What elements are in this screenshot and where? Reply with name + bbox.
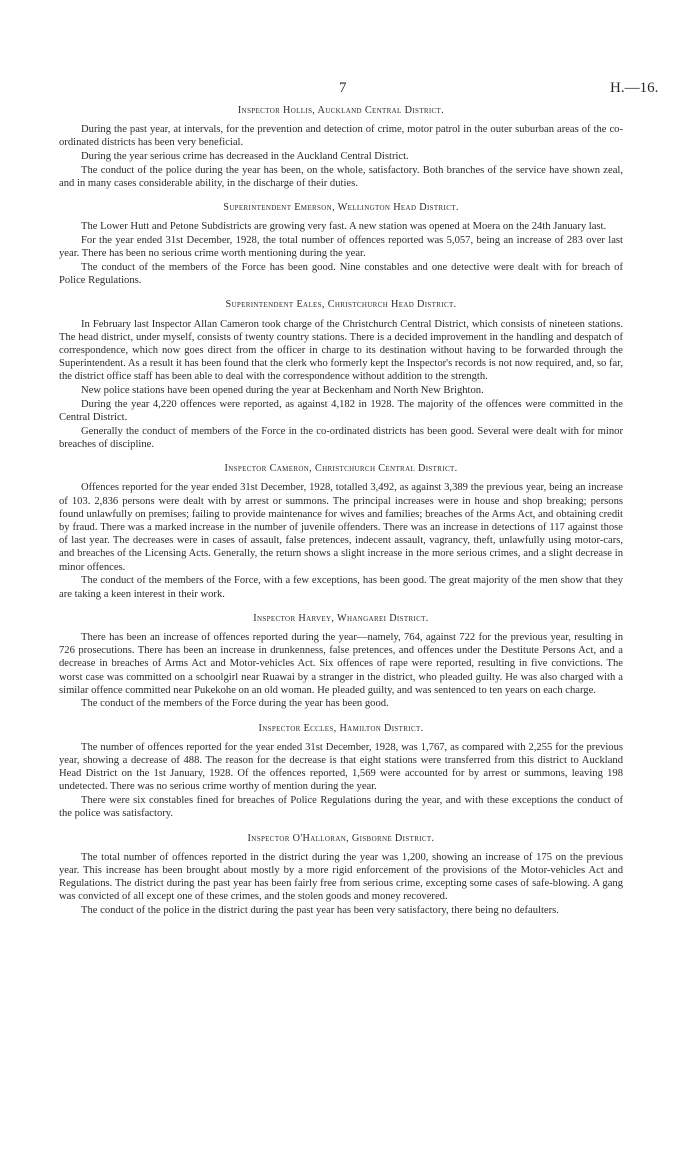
section-heading: Inspector Hollis, Auckland Central District. xyxy=(237,105,445,116)
paragraph: During the year 4,220 offences were reported, as against 4,182 in 1928. The majority of the offences were committed in the Central District. xyxy=(59,398,623,424)
section-heading: Superintendent Eales, Christchurch Head District. xyxy=(225,299,457,311)
section-eccles-hamilton xyxy=(59,722,623,821)
paragraph: There has been an increase of offences reported during the year—namely, 764, against 722 for the previous year, resulting in 726 prosecutions. There has been an increase in drunkenness, false pretences, and offences under the Destitute Persons Act, and a decrease in breaches of Arms Act and Motor-vehicles Act. Six offences of rape were reported, resulting in five convictions. The worst case was committed on a schoolgirl near Ruawai by a stranger in the district, who pleaded guilty. He was also charged with a similar offence committed near Pukekohe on an old woman. He pleaded guilty, and was sentenced to ten years on each charge. xyxy=(59,631,623,696)
section-eales-christchurch-head xyxy=(59,298,623,451)
section-heading: Superintendent Emerson, Wellington Head District. xyxy=(223,202,459,214)
section-cameron-christchurch-central xyxy=(59,462,623,601)
paragraph: Offences reported for the year ended 31st December, 1928, totalled 3,492, as against 3,389 the previous year, being an increase of 103. 2,836 persons were dealt with by arrest or summons. The principal increases were in house and shop breaking; persons found unlawfully on premises; failing to provide maintenance for wives and families; breaches of the Arms Act, and obtaining credit by fraud. There was a marked increase in the number of juvenile offenders. There was an increase in detections of 117 against those of last year. The decreases were in cases of assault, false pretences, indecent assault, vagrancy, theft, unlawfully using motor-cars, and breaches of the Licensing Acts. Generally, the return shows a slight increase in the more serious crimes, and a slight decrease in minor offences. xyxy=(59,482,623,573)
page-number: 7 xyxy=(339,80,347,96)
paragraph: For the year ended 31st December, 1928, the total number of offences reported was 5,057, being an increase of 283 over last year. There has been no serious crime worth mentioning during the year. xyxy=(59,235,623,260)
paragraph: The number of offences reported for the year ended 31st December, 1928, was 1,767, as compared with 2,255 for the previous year, showing a decrease of 488. The reason for the decrease is that eight stations were transferred from this district to Auckland Head District on the 1st January, 1928. Of the offences reported, 1,569 were accounted for by arrest or summons, leaving 198 undetected. There was no serious crime worthy of mention during the year. xyxy=(59,741,623,793)
section-harvey-whangarei xyxy=(59,612,623,711)
paragraph: During the year serious crime has decreased in the Auckland Central District. xyxy=(81,151,409,163)
report-body xyxy=(59,104,623,928)
report-reference: H.—16. xyxy=(610,80,659,96)
section-heading: Inspector O'Halloran, Gisborne District. xyxy=(247,832,435,844)
paragraph: The conduct of the police during the year has been, on the whole, satisfactory. Both branches of the service have shown zeal, and in many cases considerable ability, in the discharge of their duties. xyxy=(59,164,623,190)
section-hollis-auckland xyxy=(59,104,623,190)
paragraph: New police stations have been opened during the year at Beckenham and North New Brighton. xyxy=(81,385,484,397)
paragraph: The total number of offences reported in the district during the year was 1,200, showing an increase of 175 on the previous year. This increase has been brought about mostly by a more rigid enforcement of the provisions of the Motor-vehicles Act and Regulations. The district during the past year has been fairly free from serious crime, excepting some cases of safe-blowing. A gang was convicted of all except one of these crimes, and the stolen goods and money recovered. xyxy=(59,851,623,903)
paragraph: In February last Inspector Allan Cameron took charge of the Christchurch Central District, which consists of nineteen stations. The head district, under myself, consists of twenty country stations. There is a decided improvement in the handling and despatch of correspondence, which now goes direct from the officer in charge to its destination without having to be forwarded through the Superintendent. As a result it has been found that the clerk who formerly kept the Inspector's records is not now required, and, so far, the district office staff has been able to deal with the correspondence without addition to the strength. xyxy=(59,318,623,383)
section-heading: Inspector Harvey, Whangarei District. xyxy=(253,612,429,624)
paragraph: The conduct of the members of the Force, with a few exceptions, has been good. The great majority of the men show that they are taking a keen interest in their work. xyxy=(59,575,623,600)
paragraph: The Lower Hutt and Petone Subdistricts are growing very fast. A new station was opened at Moera on the 24th January last. xyxy=(81,221,607,233)
paragraph: The conduct of the members of the Force during the year has been good. xyxy=(81,698,389,710)
paragraph: During the past year, at intervals, for the prevention and detection of crime, motor patrol in the outer suburban areas of the co-ordinated districts has been very beneficial. xyxy=(59,124,623,149)
paragraph: The conduct of the police in the district during the past year has been very satisfactory, there being no defaulters. xyxy=(81,905,559,917)
section-heading: Inspector Cameron, Christchurch Central District. xyxy=(224,463,458,475)
section-ohalloran-gisborne xyxy=(59,832,623,918)
paragraph: Generally the conduct of members of the Force in the co-ordinated districts has been good. Several were dealt with for minor breaches of discipline. xyxy=(59,425,623,450)
section-heading: Inspector Eccles, Hamilton District. xyxy=(258,722,424,734)
paragraph: The conduct of the members of the Force has been good. Nine constables and one detective were dealt with for breach of Police Regulations. xyxy=(59,262,623,287)
section-emerson-wellington xyxy=(59,201,623,287)
paragraph: There were six constables fined for breaches of Police Regulations during the year, and with these exceptions the conduct of the police was satisfactory. xyxy=(59,795,623,820)
